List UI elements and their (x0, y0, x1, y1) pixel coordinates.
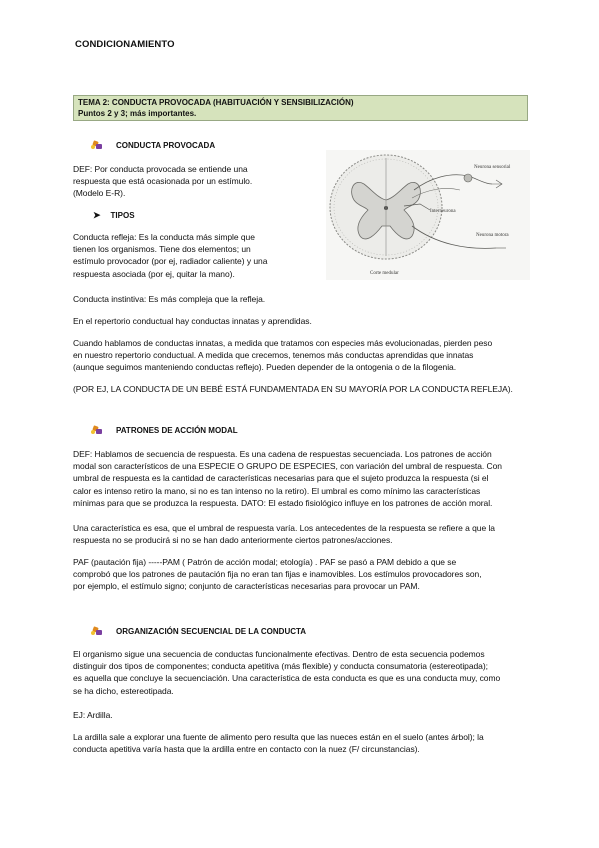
text-line: tienen los organismos. Tiene dos elementos; un (73, 244, 251, 255)
paragraph-ejemplo-bebe: (POR EJ, LA CONDUCTA DE UN BEBÉ ESTÁ FUNDAMENTADA EN SU MAYORÍA POR LA CONDUCTA REFLEJA). (73, 384, 513, 394)
document-title: CONDICIONAMIENTO (75, 39, 175, 50)
text-line: respuesta no se producirá si no se han dado anteriormente ciertos patrones/acciones. (73, 535, 393, 546)
text-line: PAF (pautación fija) -----PAM ( Patrón de acción modal; etología) . PAF se pasó a PAM debido a que se (73, 557, 457, 567)
definition-conducta-provocada (73, 163, 323, 200)
label-interneuron: Interneurona (430, 209, 456, 214)
text-line: Conducta refleja: Es la conducta más simple que (73, 232, 255, 242)
text-line: es aquella que concluye la secuenciación. Una característica de esta conducta es que es una conducta muy, como (73, 673, 501, 684)
text-line: modal son característicos de una ESPECIE O GRUPO DE ESPECIES, con variación del umbral de respuesta. Con (73, 461, 502, 472)
text-line: estímulo provocador (por ej, radiador caliente) y una (73, 256, 268, 267)
text-line: La ardilla sale a explorar una fuente de alimento pero resulta que las nueces están en el suelo (antes árbol); la (73, 732, 484, 742)
label-sensory-neuron: Neurona sensorial (474, 165, 511, 170)
paragraph-conductas-innatas (73, 337, 531, 374)
figure-caption: Corte medular (370, 271, 399, 276)
text-line: umbral de respuesta es la cantidad de características necesarias para que el sujeto produzca la respuesta (si el (73, 473, 489, 484)
topic-box (73, 95, 528, 121)
section-heading-label: CONDUCTA PROVOCADA (116, 141, 216, 150)
spinal-cord-figure (326, 150, 530, 280)
paragraph-conducta-refleja (73, 231, 323, 280)
text-line: conducta apetitiva varía hasta que la ardilla entre en contacto con la nuez (F/ circunstancias). (73, 744, 420, 755)
paragraph-repertorio: En el repertorio conductual hay conductas innatas y aprendidas. (73, 316, 312, 326)
section-heading-label: ORGANIZACIÓN SECUENCIAL DE LA CONDUCTA (116, 627, 307, 636)
text-line: calor es intenso retiro la mano, si no es tan intenso no la retiro). El umbral es como mínimo las características (73, 485, 481, 496)
bullet-icon (91, 627, 104, 636)
text-line: se ha dicho, estereotipada. (73, 685, 174, 696)
text-line: DEF: Por conducta provocada se entiende una (73, 164, 248, 174)
text-line: mínimas para que se produzca la respuesta. DATO: El estado fisiológico influye en los patrones de acción moral. (73, 497, 493, 508)
section-heading-label: PATRONES DE ACCIÓN MODAL (116, 426, 238, 435)
paragraph-ardilla (73, 731, 531, 755)
section-heading-conducta-provocada (91, 141, 215, 150)
text-line: Cuando hablamos de conductas innatas, a medida que tratamos con especies más evolucionadas, pierden peso (73, 338, 493, 348)
text-line: en nuestro repertorio conductual. A medida que crecemos, tenemos más conductas aprendidas que innatas (73, 350, 474, 361)
text-line: respuesta asociada (por ej, quitar la mano). (73, 268, 235, 279)
text-line: distinguir dos tipos de componentes; conducta apetitiva (más flexible) y conducta consumatoria (estereotipada); (73, 661, 488, 672)
bullet-icon (91, 426, 104, 435)
paragraph-paf-pam (73, 556, 531, 593)
text-line: El organismo sigue una secuencia de conductas funcionalmente efectivas. Dentro de esta secuencia podemos (73, 649, 485, 659)
bullet-icon (91, 141, 104, 150)
text-line: (Modelo E-R). (73, 188, 126, 199)
text-line: respuesta que está ocasionada por un estímulo. (73, 176, 253, 187)
paragraph-umbral (73, 522, 531, 546)
topic-subtitle: Puntos 2 y 3; más importantes. (78, 108, 197, 118)
section-heading-organizacion (91, 627, 306, 636)
text-line: comprobó que los patrones de pautación fija no eran tan fijas e inamovibles. Los estímulos provocadores son, (73, 569, 482, 580)
text-line: por ejemplo, el estímulo signo; conjunto de características necesarias para provocar un PAM. (73, 581, 420, 592)
paragraph-patrones-def (73, 448, 531, 509)
topic-title: TEMA 2: CONDUCTA PROVOCADA (HABITUACIÓN Y SENSIBILIZACIÓN) (78, 98, 354, 107)
text-line: (aunque seguimos manteniendo conductas reflejo). Pueden depender de la ontogenia o de la filogenia. (73, 362, 457, 373)
paragraph-ejemplo-ardilla: EJ: Ardilla. (73, 710, 113, 720)
paragraph-conducta-instintiva: Conducta instintiva: Es más compleja que la refleja. (73, 294, 266, 304)
text-line: Una característica es esa, que el umbral de respuesta varía. Los antecedentes de la respuesta se refiere a que la (73, 523, 495, 533)
text-line: DEF: Hablamos de secuencia de respuesta. Es una cadena de respuestas secuenciada. Los patrones de acción (73, 449, 492, 459)
arrow-bullet-icon: ➤ (93, 210, 101, 220)
dorsal-root-ganglion (464, 174, 472, 182)
section-heading-patrones (91, 426, 238, 435)
subheading-label: TIPOS (110, 211, 135, 220)
paragraph-organizacion-def (73, 648, 531, 697)
section-heading-tipos (93, 210, 135, 221)
label-motor-neuron: Neurona motora (476, 233, 509, 238)
